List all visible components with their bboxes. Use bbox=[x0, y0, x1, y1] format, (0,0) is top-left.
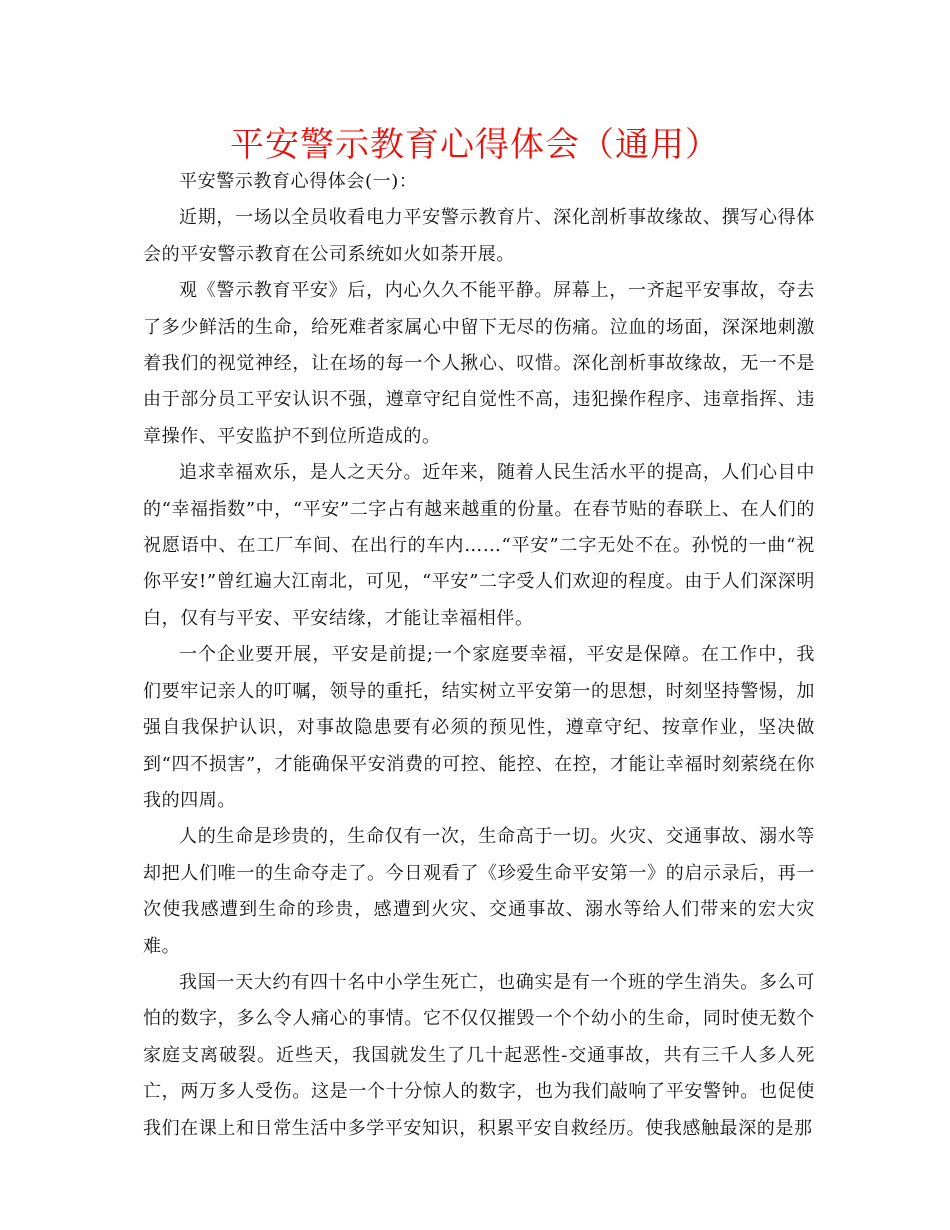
paragraph: 我国一天大约有四十名中小学生死亡，也确实是有一个班的学生消失。多么可怕的数字，多么令人痛心的事情。它不仅仅摧毁一个个幼小的生命，同时使无数个家庭支离破裂。近些天，我国就发生了几十起恶性-交通事故，共有三千人多人死亡，两万多人受伤。这是一个十分惊人的数字，也为我们敲响了平安警钟。也促使我们在课上和日常生活中多学平安知识，积累平安自救经历。使我感触最深的是那 bbox=[143, 971, 815, 1139]
paragraph: 人的生命是珍贵的，生命仅有一次，生命高于一切。火灾、交通事故、溺水等却把人们唯一的生命夺走了。今日观看了《珍爱生命平安第一》的启示录后，再一次使我感遭到生命的珍贵，感遭到火灾、交通事故、溺水等给人们带来的宏大灾难。 bbox=[143, 826, 815, 957]
document-body bbox=[143, 164, 815, 1147]
paragraph: 观《警示教育平安》后，内心久久不能平静。屏幕上，一齐起平安事故，夺去了多少鲜活的生命，给死难者家属心中留下无尽的伤痛。泣血的场面，深深地刺激着我们的视觉神经，让在场的每一个人揪心、叹惜。深化剖析事故缘故，无一不是由于部分员工平安认识不强，遵章守纪自觉性不高，违犯操作程序、违章指挥、违章操作、平安监护不到位所造成的。 bbox=[143, 280, 815, 447]
paragraph: 追求幸福欢乐，是人之天分。近年来，随着人民生活水平的提高，人们心目中的“幸福指数”中，“平安”二字占有越来越重的份量。在春节贴的春联上、在人们的祝愿语中、在工厂车间、在出行的车内……“平安”二字无处不在。孙悦的一曲“祝你平安!”曾红遍大江南北，可见，“平安”二字受人们欢迎的程度。由于人们深深明白，仅有与平安、平安结缘，才能让幸福相伴。 bbox=[143, 462, 815, 629]
document-title: 平安警示教育心得体会（通用） bbox=[230, 125, 720, 165]
paragraph-subtitle: 平安警示教育心得体会(一)： bbox=[179, 171, 418, 192]
paragraph: 一个企业要开展，平安是前提;一个家庭要幸福，平安是保障。在工作中，我们要牢记亲人的叮嘱，领导的重托，结实树立平安第一的思想，时刻坚持警惕，加强自我保护认识，对事故隐患要有必须的预见性，遵章守纪、按章作业，坚决做到“四不损害”，才能确保平安消费的可控、能控、在控，才能让幸福时刻萦绕在你我的四周。 bbox=[143, 644, 815, 811]
paragraph: 近期，一场以全员收看电力平安警示教育片、深化剖析事故缘故、撰写心得体会的平安警示教育在公司系统如火如荼开展。 bbox=[143, 207, 815, 265]
